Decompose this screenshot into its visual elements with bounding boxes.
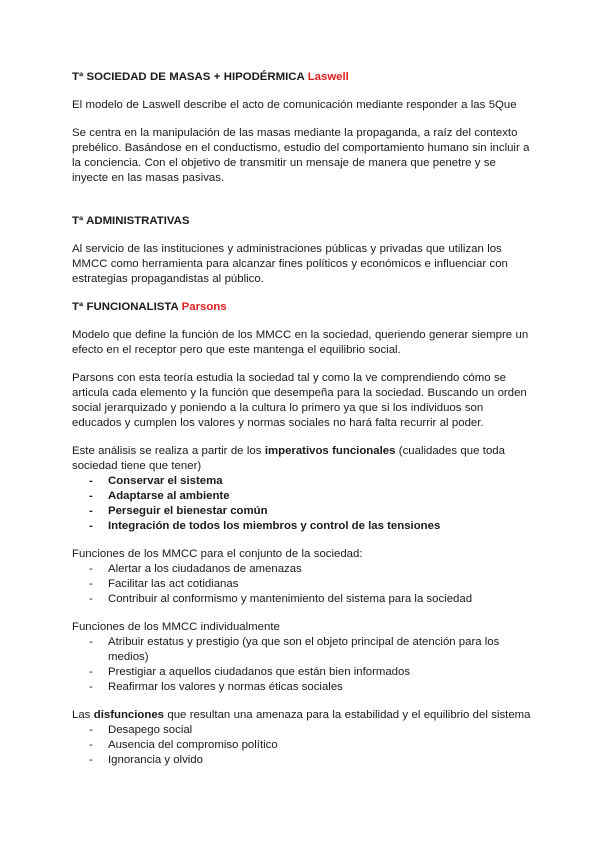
text-segment: Este análisis se realiza a partir de los xyxy=(72,445,265,457)
paragraph-administrativas: Al servicio de las instituciones y administraciones públicas y privadas que utilizan los MMCC como herramienta para alcanzar fines políticos y económicos e influenciar con estrategias propagandistas al público. xyxy=(72,243,508,285)
list-item: - Integración de todos los miembros y control de las tensiones xyxy=(72,519,532,534)
list-item: - Ignorancia y olvido xyxy=(72,753,532,768)
bold-term-imperativos: imperativos funcionales xyxy=(264,445,396,457)
text-segment: Las xyxy=(72,709,94,721)
paragraph-imperativos-intro xyxy=(72,444,532,474)
paragraph-modelo-funcion: Modelo que define la función de los MMCC en la sociedad, queriendo generar siempre un efecto en el receptor pero que este mantenga el equilibrio social. xyxy=(72,329,529,356)
list-imperativos xyxy=(72,474,532,534)
paragraph-parsons-teoria: Parsons con esta teoría estudia la sociedad tal y como la ve comprendiendo cómo se articula cada elemento y la función que desempeña para la sociedad. Buscando un orden social jerarquizado y poniendo a la cultura lo primero ya que si los individuos son educados y cumplen los valores y normas sociales no hará falta recurrir al poder. xyxy=(72,372,527,429)
list-item: - Ausencia del compromiso político xyxy=(72,738,532,753)
list-item: - Prestigiar a aquellos ciudadanos que están bien informados xyxy=(72,665,532,680)
list-item: - Atribuir estatus y prestigio (ya que son el objeto principal de atención para los medios) xyxy=(72,635,532,665)
list-item: - Perseguir el bienestar común xyxy=(72,504,532,519)
author-parsons: Parsons xyxy=(181,301,227,313)
paragraph-funciones-conjunto: Funciones de los MMCC para el conjunto de la sociedad: xyxy=(72,548,363,560)
heading-text: Tª FUNCIONALISTA xyxy=(72,301,179,313)
list-disfunciones xyxy=(72,723,532,768)
list-item: - Reafirmar los valores y normas éticas sociales xyxy=(72,680,532,695)
list-item: - Contribuir al conformismo y mantenimiento del sistema para la sociedad xyxy=(72,592,532,607)
paragraph-funciones-individual: Funciones de los MMCC individualmente xyxy=(72,621,280,633)
paragraph-manipulacion-masas: Se centra en la manipulación de las masas mediante la propaganda, a raíz del contexto prebélico. Basándose en el conductismo, estudio del comportamiento humano sin incluir a la conciencia. Con el objetivo de transmitir un mensaje de manera que penetre y se inyecte en las masas pasivas. xyxy=(72,127,530,184)
list-item: - Adaptarse al ambiente xyxy=(72,489,532,504)
paragraph-disfunciones xyxy=(72,708,532,723)
list-funciones-conjunto xyxy=(72,562,532,607)
text-segment: (cualidades que toda sociedad tiene que tener) xyxy=(72,445,505,472)
document-page xyxy=(72,70,532,768)
heading-administrativas: Tª ADMINISTRATIVAS xyxy=(72,215,190,227)
author-laswell: Laswell xyxy=(307,71,349,83)
list-item: - Desapego social xyxy=(72,723,532,738)
heading-text: Tª SOCIEDAD DE MASAS + HIPODÉRMICA xyxy=(72,71,305,83)
text-segment: que resultan una amenaza para la estabilidad y el equilibrio del sistema xyxy=(164,709,531,721)
bold-term-disfunciones: disfunciones xyxy=(93,709,164,721)
heading-sociedad-de-masas xyxy=(72,70,532,85)
heading-funcionalista xyxy=(72,300,532,315)
list-item: - Facilitar las act cotidianas xyxy=(72,577,532,592)
list-item: - Conservar el sistema xyxy=(72,474,532,489)
list-item: - Alertar a los ciudadanos de amenazas xyxy=(72,562,532,577)
list-funciones-individual xyxy=(72,635,532,695)
paragraph-laswell-model: El modelo de Laswell describe el acto de comunicación mediante responder a las 5Que xyxy=(72,99,517,111)
